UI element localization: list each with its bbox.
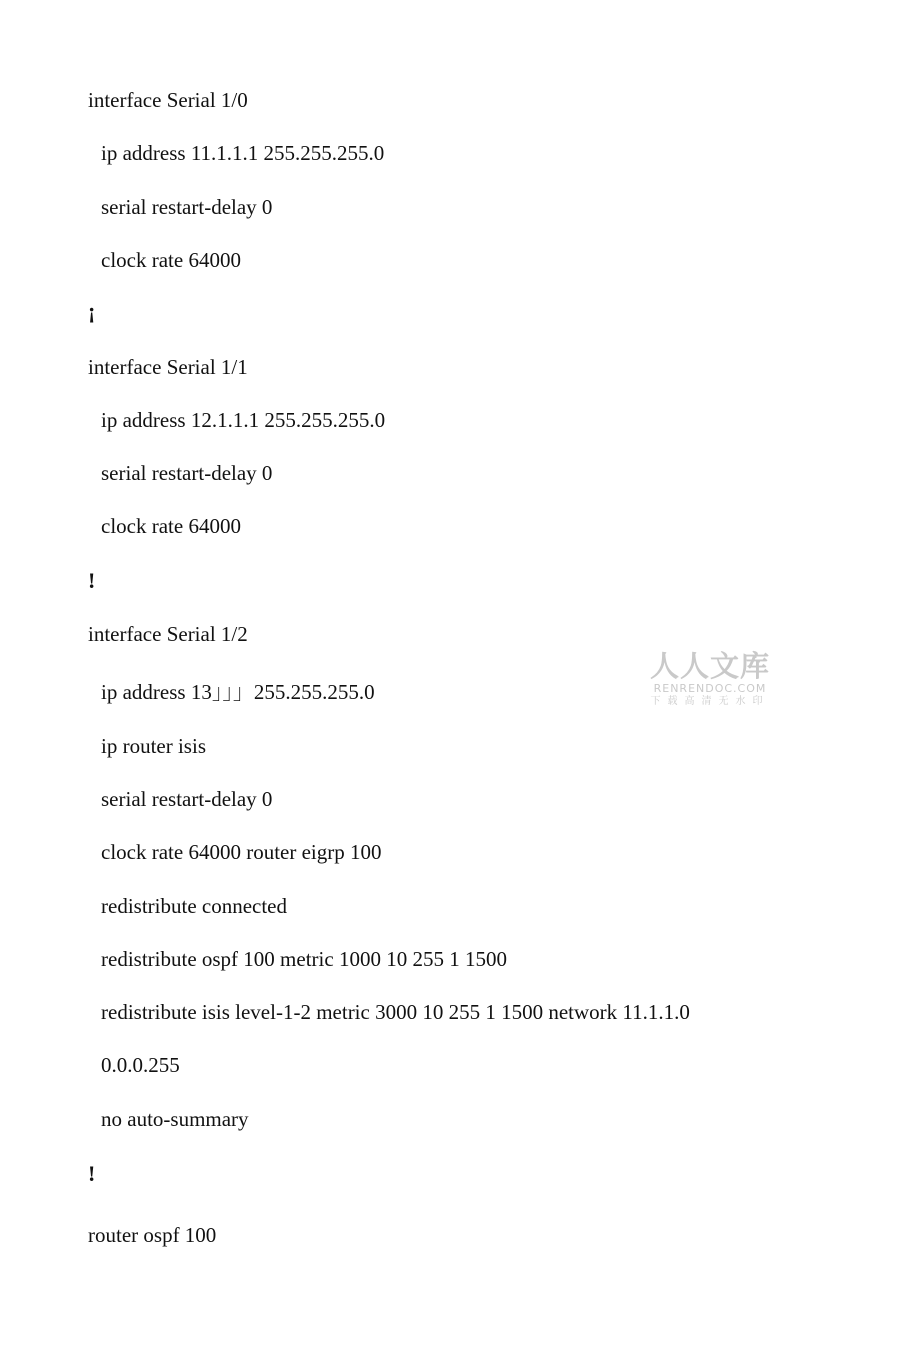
config-line: 0.0.0.255 (101, 1053, 180, 1077)
config-line: interface Serial 1/0 (88, 88, 248, 112)
watermark-domain: RENRENDOC.COM (653, 682, 767, 695)
config-line: ip address 13」」」255.255.255.0 (101, 680, 375, 704)
config-line: router ospf 100 (88, 1223, 217, 1247)
config-line: serial restart-delay 0 (101, 787, 273, 811)
config-line: serial restart-delay 0 (101, 195, 273, 219)
config-line: ip address 12.1.1.1 255.255.255.0 (101, 408, 386, 432)
separator-mark: ! (88, 568, 96, 593)
config-line: clock rate 64000 (101, 248, 241, 272)
config-line: clock rate 64000 router eigrp 100 (101, 840, 382, 864)
config-line: interface Serial 1/1 (88, 355, 248, 379)
watermark-logo (646, 650, 774, 708)
separator-mark: ! (88, 1161, 96, 1186)
config-line: clock rate 64000 (101, 514, 241, 538)
config-line: ip router isis (101, 734, 206, 758)
config-line: redistribute connected (101, 894, 288, 918)
watermark-tagline: 下载高清无水印 (650, 696, 770, 707)
config-line: redistribute ospf 100 metric 1000 10 255 1 1500 (101, 947, 507, 971)
config-line: ip address 11.1.1.1 255.255.255.0 (101, 141, 385, 165)
separator-mark: ¡ (88, 298, 96, 323)
config-line: serial restart-delay 0 (101, 461, 273, 485)
config-line: interface Serial 1/2 (88, 622, 248, 646)
watermark-title: 人人文库 (649, 649, 770, 683)
config-line: no auto-summary (101, 1107, 249, 1131)
config-line: redistribute isis level-1-2 metric 3000 10 255 1 1500 network 11.1.1.0 (101, 1000, 690, 1024)
